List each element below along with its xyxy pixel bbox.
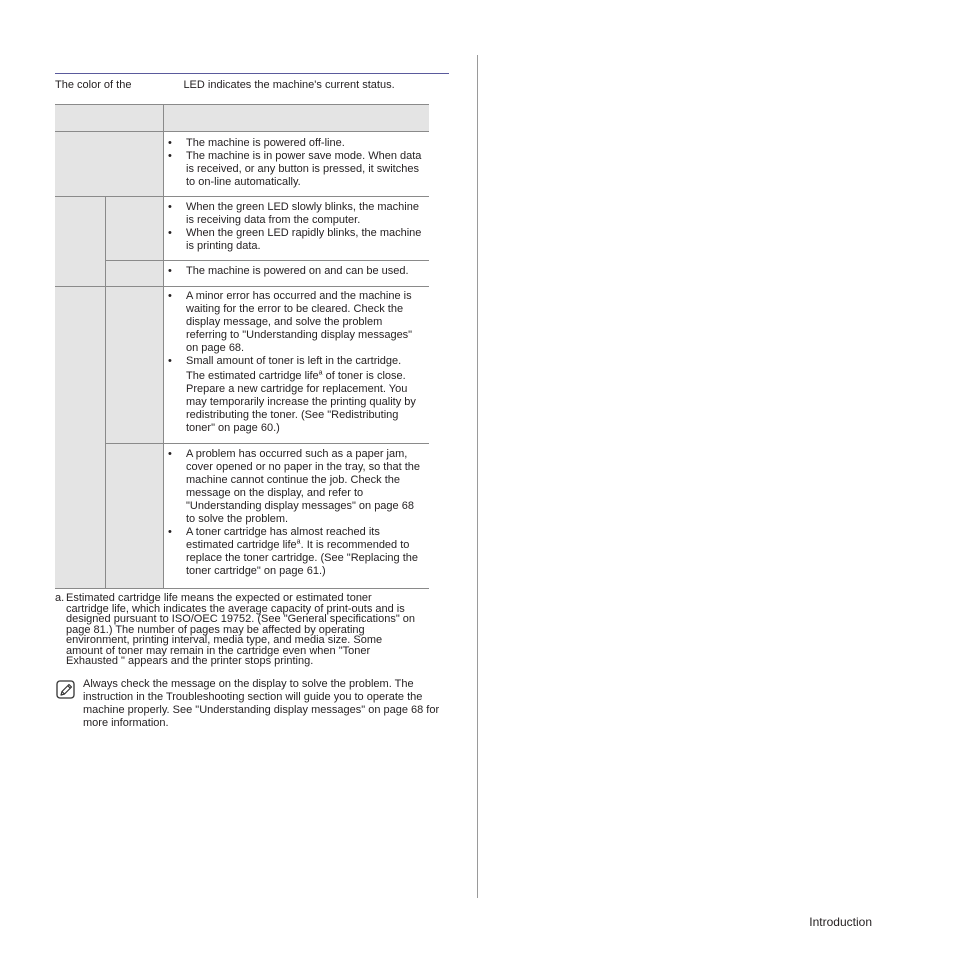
footnote-label: a. — [55, 592, 65, 604]
list-item: • When the green LED rapidly blinks, the machine is printing data. — [168, 227, 422, 252]
description-green-blinking — [168, 201, 424, 253]
list-item: • The machine is powered off-line. — [168, 137, 345, 149]
description-green-on — [168, 265, 424, 278]
table-rule — [105, 260, 429, 261]
table-footnote — [55, 593, 415, 667]
note-text: Always check the message on the display to solve the problem. The instruction in the Troubleshooting section will guide you to operate the machine properly. See "Understanding display messages" on page 68 for more information. — [83, 678, 440, 729]
toner-note-paragraph: The estimated cartridge life$^a$ of toner is close. Prepare a new cartridge for replacement. You may temporarily increase the printing quality by redistributing the toner. (See "Redistributing toner" on page 60.) — [186, 369, 416, 434]
footnote-ref: a — [318, 369, 323, 377]
table-rule — [55, 131, 429, 132]
list-item: • Small amount of toner is left in the cartridge. — [168, 355, 402, 367]
table-rule — [105, 443, 429, 444]
status-cell-off — [55, 131, 163, 196]
status-cell-red — [55, 286, 163, 588]
list-item: • A problem has occurred such as a paper jam, cover opened or no paper in the tray, so that the machine cannot continue the job. Check the message on the display, and refer to "Understanding display messages" on page 68 to solve the problem. — [168, 448, 421, 525]
table-col-rule — [163, 104, 164, 588]
column-divider — [477, 55, 478, 898]
status-cell-green — [55, 196, 163, 286]
table-rule — [55, 588, 429, 589]
intro-sentence — [55, 79, 395, 91]
table-rule — [55, 196, 429, 197]
table-rule — [55, 104, 429, 105]
footer-section-name: Introduction — [809, 915, 872, 929]
description-red-blinking — [168, 290, 424, 435]
footnote-text: Estimated cartridge life means the expected or estimated toner cartridge life, which indicates the average capacity of print-outs and is designed pursuant to ISO/OEC 19752. (See "General specifications" on page 81.) The number of pages may be affected by operating environment, printing interval, media type, and media size. Some amount of toner may remain in the cartridge even when "Toner Exhausted " appears and the printer stops printing. — [66, 592, 416, 667]
table-header-row — [55, 104, 429, 131]
list-item: • A toner cartridge has almost reached its estimated cartridge life$^a$. It is recommended to replace the toner cartridge. (See "Replacing the toner cartridge" on page 61.) — [168, 526, 418, 577]
list-item: • The machine is in power save mode. When data is received, or any button is pressed, it switches to on-line automatically. — [168, 150, 422, 188]
list-item: • A minor error has occurred and the machine is waiting for the error to be cleared. Check the display message, and solve the problem referring to "Understanding display messages" on page 68. — [168, 290, 413, 354]
intro-before: The color of the — [55, 79, 132, 91]
note-pencil-icon — [56, 680, 76, 700]
table-col-rule — [105, 196, 106, 588]
description-off — [168, 137, 424, 189]
list-item: • The machine is powered on and can be used. — [168, 265, 409, 277]
table-rule — [55, 286, 429, 287]
footnote-ref: a — [296, 538, 301, 546]
intro-after: LED indicates the machine's current status. — [183, 79, 395, 91]
section-top-rule — [55, 73, 449, 74]
list-item: • When the green LED slowly blinks, the machine is receiving data from the computer. — [168, 201, 419, 226]
description-red-on — [168, 448, 424, 578]
